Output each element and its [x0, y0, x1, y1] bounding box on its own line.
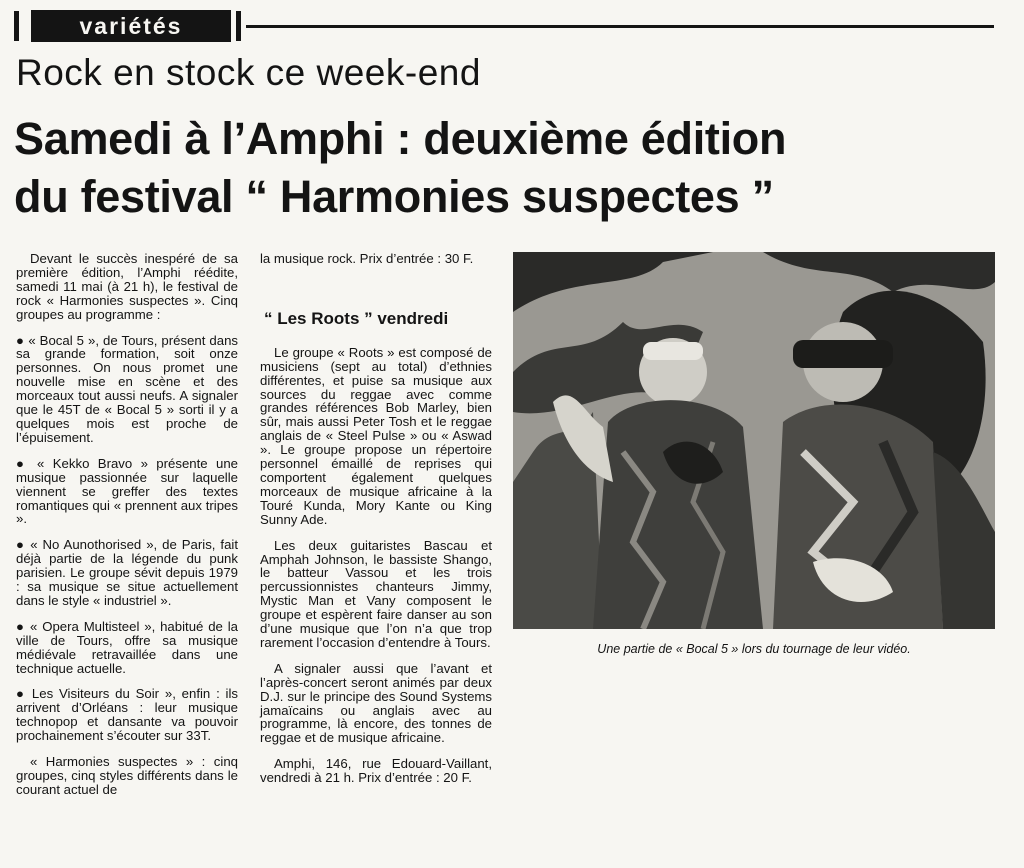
roots-paragraph-2: Les deux guitaristes Bascau et Amphah Johnson, le bassiste Shango, le batteur Vassou et les trois percussionnistes chanteurs Jimmy, Mystic Man et Vany composent le groupe et espèrent faire danser au son d’une musique que l’on n’a que trop rarement l’occasion d’entendre à Tours.: [260, 537, 492, 650]
intro-paragraph: Devant le succès inespéré de sa première édition, l’Amphi réédite, samedi 11 mai (à 21 h), le festival de rock « Harmonies suspectes ». Cinq groupes au programme :: [16, 251, 238, 322]
bullet-kekko-bravo: ● « Kekko Bravo » présente une musique passionnée sur laquelle viennent se greffer des textes romantiques qui « prennent aux tripes ».: [16, 455, 238, 527]
bullet-visiteurs-du-soir: ● Les Visiteurs du Soir », enfin : ils arrivent d’Orléans : leur musique technopop et dansante va pouvoir prochainement s’écouter sur 33T.: [16, 686, 238, 744]
band-photo: [513, 252, 995, 629]
headline: [14, 110, 1014, 226]
photo-caption: Une partie de « Bocal 5 » lors du tournage de leur vidéo.: [597, 642, 911, 656]
roots-paragraph-3: A signaler aussi que l’avant et l’après-concert seront animés par deux D.J. sur le principe des Sound Systems jamaïcains ou anglais avec au programme, là encore, des tonnes de reggae et de musique africaine.: [260, 660, 492, 746]
outro-paragraph: « Harmonies suspectes » : cinq groupes, cinq styles différents dans le courant actuel de: [16, 754, 238, 797]
headline-line-2: du festival “ Harmonies suspectes ”: [14, 171, 774, 222]
rubric-label: variétés: [31, 10, 231, 42]
roots-paragraph-4: Amphi, 146, rue Edouard-Vaillant, vendredi à 21 h. Prix d’entrée : 20 F.: [260, 756, 492, 786]
article-column-2: [260, 252, 492, 797]
bullet-bocal-5: ● « Bocal 5 », de Tours, présent dans sa grande formation, soit onze personnes. On nous promet une nouvelle mise en scène et des morceaux tout aussi neufs. A signaler que le 45T de « Bocal 5 » sorti il y a quelques mois est proche de l’épuisement.: [16, 332, 238, 445]
roots-paragraph-1: Le groupe « Roots » est composé de musiciens (sept au total) d’ethnies différentes, et puise sa musique aux sources du reggae avec comme grandes références Bob Marley, bien sûr, mais aussi Peter Tosh et le reggae anglais de « Steel Pulse » ou « Aswad ». Le groupe propose un répertoire personnel émaillé de reprises qui comportent également quelques morceaux de musique africaine à la Touré Kunda, Mory Kante ou King Sunny Ade.: [260, 344, 492, 527]
band-photo-illustration: [513, 252, 995, 629]
subheading-roots: “ Les Roots ” vendredi: [264, 308, 449, 328]
rubric-bar-right: [236, 11, 241, 41]
section-rubric: [14, 10, 994, 44]
kicker-title: Rock en stock ce week-end: [16, 52, 481, 93]
article-column-1: [16, 252, 238, 809]
rubric-rule: [246, 25, 994, 28]
bullet-no-aunothorised: ● « No Aunothorised », de Paris, fait déjà partie de la légende du punk parisien. Le groupe sévit depuis 1979 : sa musique se situe actuellement dans le style « industriel ».: [16, 537, 238, 608]
bullet-opera-multisteel: ● « Opera Multisteel », habitué de la ville de Tours, offre sa musique médiévale retravaillée dans une technique actuelle.: [16, 618, 238, 676]
headline-line-1: Samedi à l’Amphi : deuxième édition: [14, 113, 787, 164]
continuation-paragraph: la musique rock. Prix d’entrée : 30 F.: [260, 251, 474, 266]
rubric-bar-left: [14, 11, 19, 41]
